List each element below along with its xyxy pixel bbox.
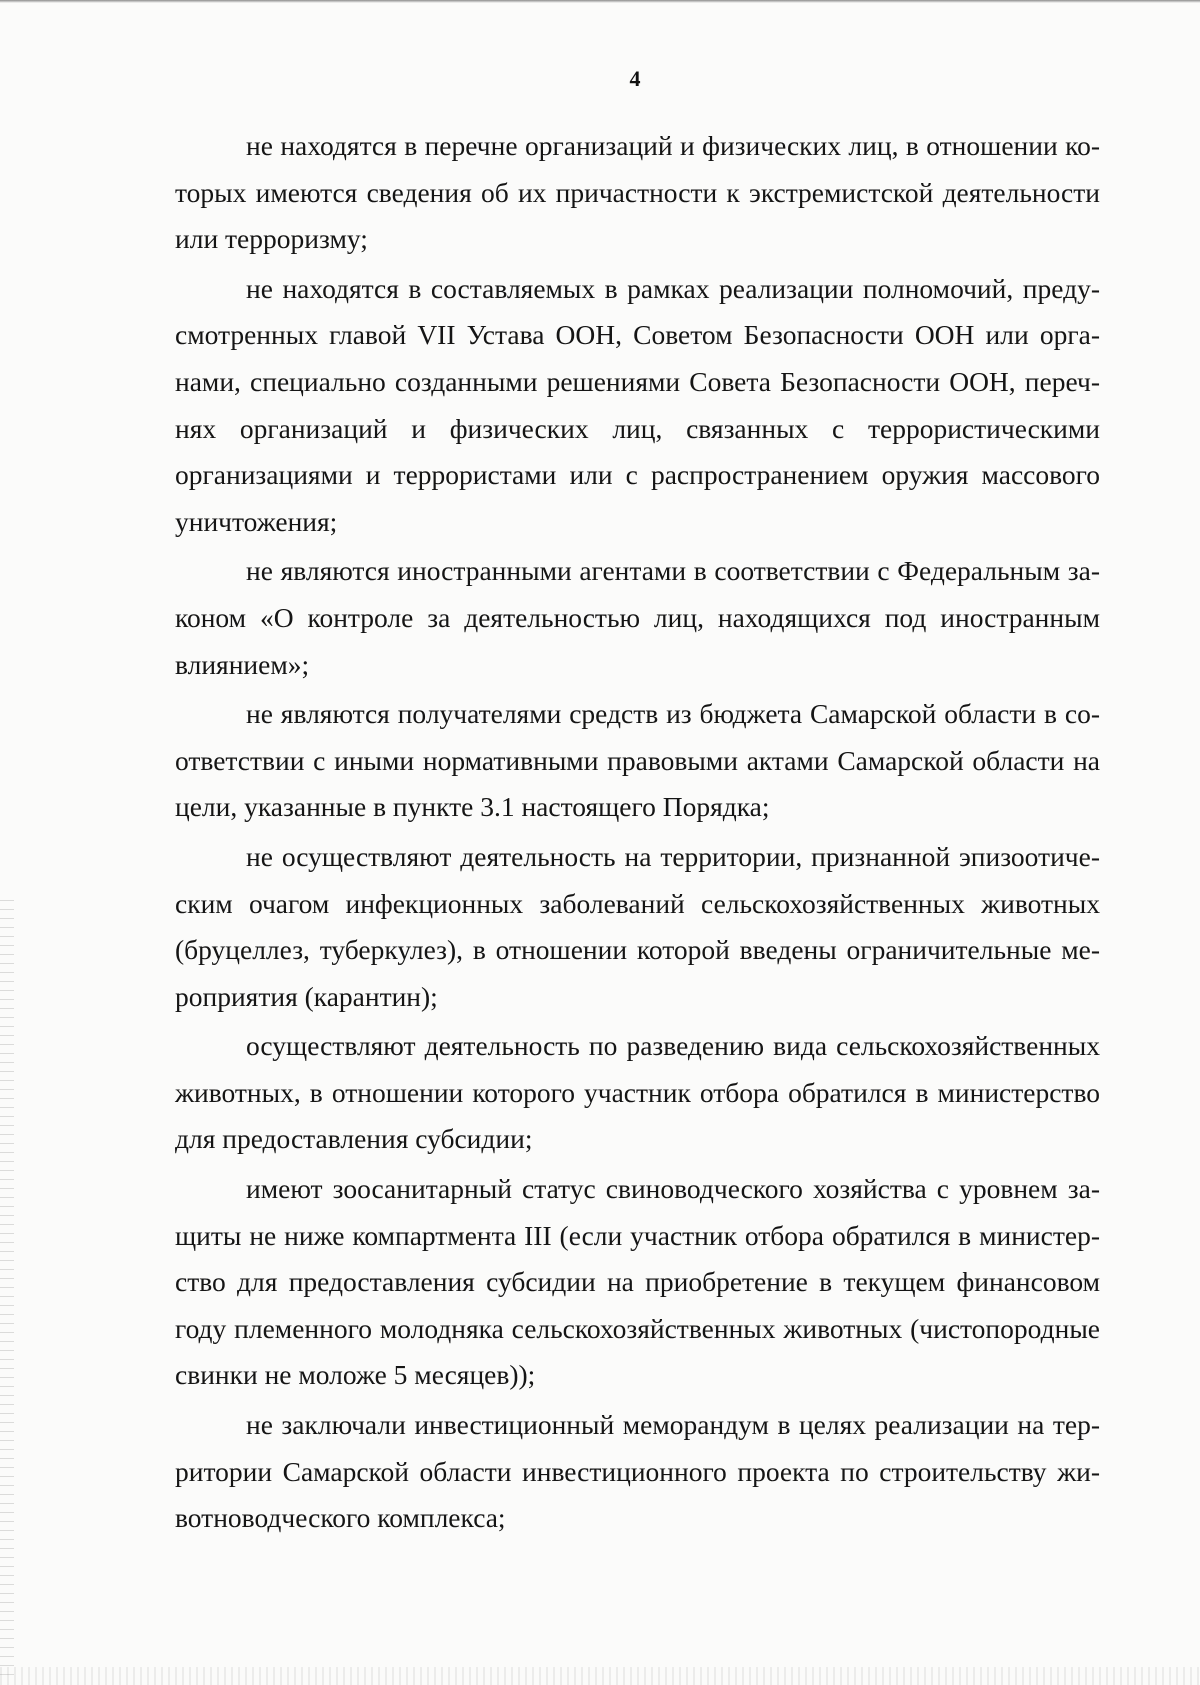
paragraph: не заключали инвестиционный меморандум в целях реализации на территории Самарской области инвестиционного проекта по строительству животноводческого комплекса; [175, 1409, 1100, 1534]
paragraph: не находятся в перечне организаций и физических лиц, в отношении которых имеются сведения об их причастности к экстремистской деятельности или терроризму; [175, 130, 1100, 255]
page-number: 4 [629, 66, 641, 91]
paragraph: не находятся в составляемых в рамках реализации полномочий, предусмотренных главой VII Устава ООН, Советом Безопасности ООН или органами, специально созданными решениями Совета Безопасности ООН, перечнях организаций и физических лиц, связанных с террористическими организациями и террористами или с распространением оружия массового уничтожения; [175, 272, 1100, 537]
paragraph: осуществляют деятельность по разведению вида сельскохозяйственных животных, в отношении которого участник отбора обратился в министерство для предоставления субсидии; [175, 1030, 1100, 1155]
paragraph: не осуществляют деятельность на территории, признанной эпизоотическим очагом инфекционных заболеваний сельскохозяйственных животных (бруцеллез, туберкулез), в отношении которой введены ограничительные мероприятия (карантин); [175, 840, 1100, 1012]
document-body [175, 123, 1100, 1545]
paragraph: не являются получателями средств из бюджета Самарской области в соответствии с иными нормативными правовыми актами Самарской области на цели, указанные в пункте 3.1 настоящего Порядка; [175, 698, 1100, 823]
paragraph: не являются иностранными агентами в соответствии с Федеральным законом «О контроле за деятельностью лиц, находящихся под иностранным влиянием»; [175, 555, 1100, 680]
paragraph: имеют зоосанитарный статус свиноводческого хозяйства с уровнем защиты не ниже компартмента III (если участник отбора обратился в министерство для предоставления субсидии на приобретение в текущем финансовом году племенного молодняка сельскохозяйственных животных (чистопородные свинки не моложе 5 месяцев)); [175, 1173, 1100, 1391]
scan-top-edge [0, 0, 1200, 3]
scan-bottom-edge [0, 1667, 1200, 1685]
scan-left-edge [0, 900, 14, 1680]
